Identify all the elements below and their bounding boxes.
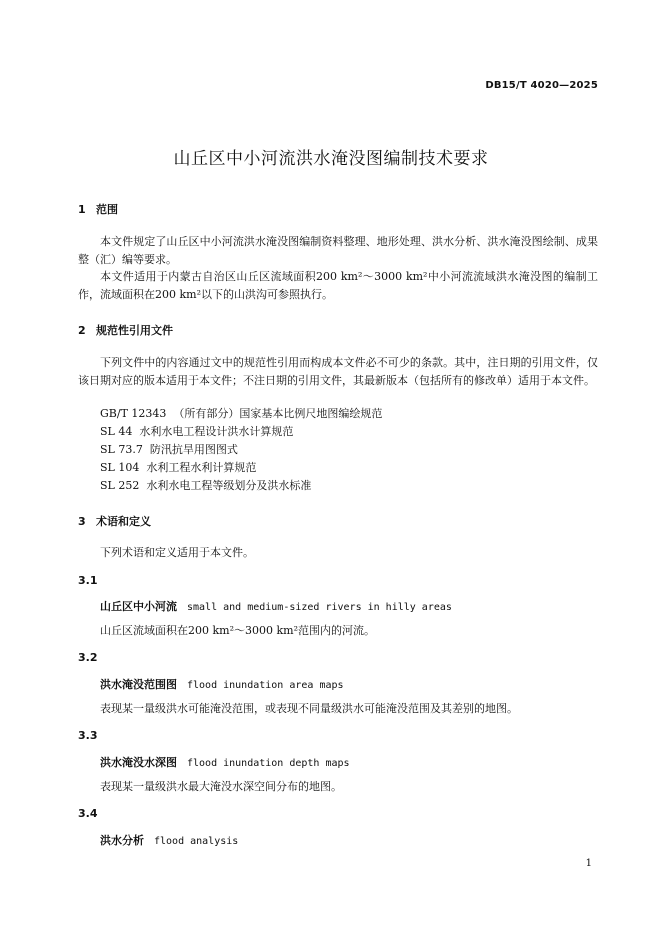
term-definition: 表现某一量级洪水最大淹没水深空间分布的地图。 xyxy=(100,780,342,793)
section-title: 范围 xyxy=(96,203,118,216)
section-number: 3 xyxy=(78,515,86,528)
section-heading-normative-references xyxy=(78,322,173,338)
term-english: small and medium-sized rivers in hilly areas xyxy=(187,602,452,613)
term-chinese: 洪水淹没范围图 xyxy=(100,678,177,691)
term-chinese: 洪水淹没水深图 xyxy=(100,756,177,769)
term-entry xyxy=(100,676,344,692)
scope-paragraph-1: 本文件规定了山丘区中小河流洪水淹没图编制资料整理、地形处理、洪水分析、洪水淹没图绘制、成果整（汇）编等要求。 xyxy=(78,235,598,266)
term-chinese: 洪水分析 xyxy=(100,834,144,847)
document-title: 山丘区中小河流洪水淹没图编制技术要求 xyxy=(173,149,489,169)
term-english: flood analysis xyxy=(154,836,239,847)
reference-item: SL 44 水利水电工程设计洪水计算规范 xyxy=(100,425,294,438)
term-chinese: 山丘区中小河流 xyxy=(100,600,177,613)
term-number: 3.4 xyxy=(78,807,98,820)
references-intro-paragraph: 下列文件中的内容通过文中的规范性引用而构成本文件必不可少的条款。其中，注日期的引用文件，仅该日期对应的版本适用于本文件；不注日期的引用文件，其最新版本（包括所有的修改单）适用于本文件。 xyxy=(78,356,598,387)
reference-item: SL 104 水利工程水利计算规范 xyxy=(100,461,257,474)
document-code: DB15/T 4020—2025 xyxy=(485,80,598,91)
reference-item: GB/T 12343 （所有部分）国家基本比例尺地图编绘规范 xyxy=(100,407,383,420)
term-number: 3.1 xyxy=(78,574,98,587)
term-entry xyxy=(100,754,350,770)
reference-item: SL 73.7 防汛抗旱用图图式 xyxy=(100,443,238,456)
page-number: 1 xyxy=(585,858,592,869)
reference-item: SL 252 水利水电工程等级划分及洪水标准 xyxy=(100,479,312,492)
section-number: 1 xyxy=(78,203,86,216)
term-entry xyxy=(100,598,452,614)
term-english: flood inundation depth maps xyxy=(187,758,350,769)
term-definition: 山丘区流域面积在200 km²～3000 km²范围内的河流。 xyxy=(100,624,375,637)
term-number: 3.3 xyxy=(78,729,98,742)
section-number: 2 xyxy=(78,324,86,337)
section-heading-scope xyxy=(78,201,118,217)
scope-paragraph-2: 本文件适用于内蒙古自治区山丘区流域面积200 km²～3000 km²中小河流流域洪水淹没图的编制工作，流域面积在200 km²以下的山洪沟可参照执行。 xyxy=(78,270,598,301)
section-title: 规范性引用文件 xyxy=(96,324,173,337)
section-title: 术语和定义 xyxy=(96,515,151,528)
term-number: 3.2 xyxy=(78,651,98,664)
term-english: flood inundation area maps xyxy=(187,680,344,691)
term-definition: 表现某一量级洪水可能淹没范围，或表现不同量级洪水可能淹没范围及其差别的地图。 xyxy=(100,702,518,715)
section-heading-terms xyxy=(78,513,151,529)
terms-intro-paragraph: 下列术语和定义适用于本文件。 xyxy=(100,546,254,559)
term-entry xyxy=(100,832,238,848)
